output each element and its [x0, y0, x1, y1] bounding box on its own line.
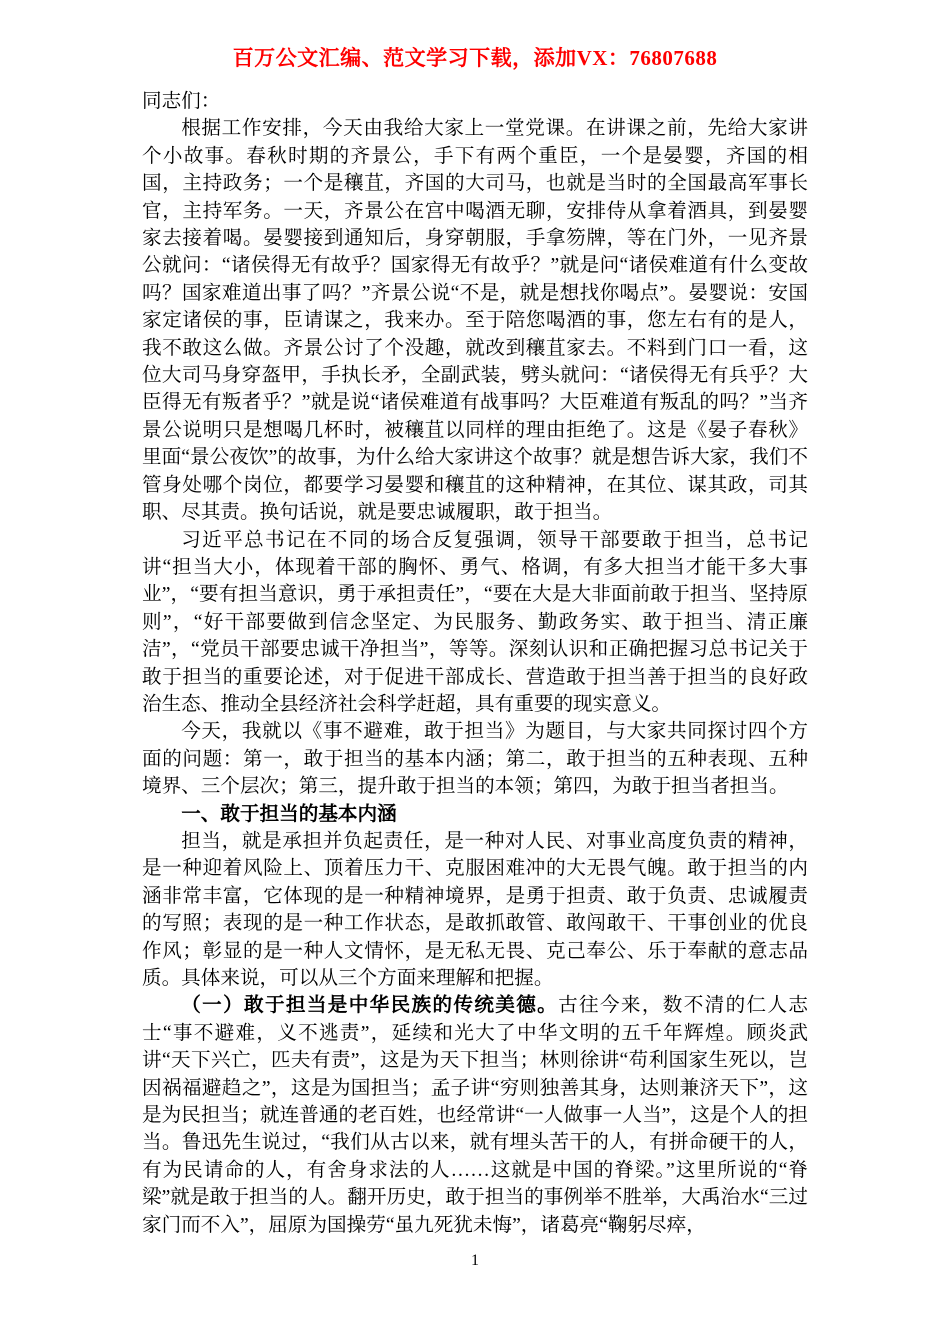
section-heading-1: 一、敢于担当的基本内涵	[181, 803, 397, 825]
paragraph-tradition-lead: （一）敢于担当是中华民族的传统美德。	[181, 995, 559, 1017]
paragraph-topic: 今天，我就以《事不避难，敢于担当》为题目，与大家共同探讨四个方面的问题：第一，敢于担当的基本内涵；第二，敢于担当的五种表现、五种境界、三个层次；第三，提升敢于担当的本领；第四，为敢于担当者担当。	[142, 721, 808, 798]
document-body	[142, 88, 808, 1239]
paragraph-quotes: 习近平总书记在不同的场合反复强调，领导干部要敢于担当，总书记讲“担当大小，体现着干部的胸怀、勇气、格调，有多大担当才能干多大事业”，“要有担当意识，勇于承担责任”，“要在大是大非面前敢于担当、坚持原则”，“好干部要做到信念坚定、为民服务、勤政务实、敢于担当、清正廉洁”，“党员干部要忠诚干净担当”，等等。深刻认识和正确把握习总书记关于敢于担当的重要论述，对于促进干部成长、营造敢于担当善于担当的良好政治生态、推动全县经济社会科学赶超，具有重要的现实意义。	[142, 529, 808, 715]
page-number: 1	[471, 1252, 479, 1269]
paragraph-tradition	[142, 992, 808, 1239]
paragraph-definition: 担当，就是承担并负起责任，是一种对人民、对事业高度负责的精神，是一种迎着风险上、顶着压力干、克服困难冲的大无畏气魄。敢于担当的内涵非常丰富，它体现的是一种精神境界，是勇于担责、敢于负责、忠诚履责的写照；表现的是一种工作状态，是敢抓敢管、敢闯敢干、干事创业的优良作风；彰显的是一种人文情怀，是无私无畏、克己奉公、乐于奉献的意志品质。具体来说，可以从三个方面来理解和把握。	[142, 830, 808, 989]
paragraph-story: 根据工作安排，今天由我给大家上一堂党课。在讲课之前，先给大家讲个小故事。春秋时期的齐景公，手下有两个重臣，一个是晏婴，齐国的相国，主持政务；一个是穰苴，齐国的大司马，也就是当时的全国最高军事长官，主持军务。一天，齐景公在宫中喝酒无聊，安排侍从拿着酒具，到晏婴家去接着喝。晏婴接到通知后，身穿朝服，手拿笏牌，等在门外，一见齐景公就问：“诸侯得无有故乎？国家得无有故乎？”就是问“诸侯难道有什么变故吗？国家难道出事了吗？”齐景公说“不是，就是想找你喝点”。晏婴说：安国家定诸侯的事，臣请谋之，我来办。至于陪您喝酒的事，您左右有的是人，我不敢这么做。齐景公讨了个没趣，就改到穰苴家去。不料到门口一看，这位大司马身穿盔甲，手执长矛，全副武装，劈头就问：“诸侯得无有兵乎？大臣得无有叛者乎？”就是说“诸侯难道有战事吗？大臣难道有叛乱的吗？”当齐景公说明只是想喝几杯时，被穰苴以同样的理由拒绝了。这是《晏子春秋》里面“景公夜饮”的故事，为什么给大家讲这个故事？就是想告诉大家，我们不管身处哪个岗位，都要学习晏婴和穰苴的这种精神，在其位、谋其政，司其职、尽其责。换句话说，就是要忠诚履职，敢于担当。	[142, 118, 808, 524]
paragraph-tradition-body: 古往今来，数不清的仁人志士“事不避难，义不逃责”，延续和光大了中华文明的五千年辉煌。顾炎武讲“天下兴亡，匹夫有责”，这是为天下担当；林则徐讲“苟利国家生死以，岂因祸福避趋之”，这是为国担当；孟子讲“穷则独善其身，达则兼济天下”，这是为民担当；就连普通的老百姓，也经常讲“一人做事一人当”，这是个人的担当。鲁迅先生说过，“我们从古以来，就有埋头苦干的人，有拼命硬干的人，有为民请命的人，有舍身求法的人……这就是中国的脊梁。”这里所说的“脊梁”就是敢于担当的人。翻开历史，敢于担当的事例举不胜举，大禹治水“三过家门而不入”，屈原为国操劳“虽九死犹未悔”，诸葛亮“鞠躬尽瘁，	[142, 995, 809, 1236]
salutation: 同志们：	[142, 91, 221, 112]
watermark-notice: 百万公文汇编、范文学习下载，添加VX：76807688	[232, 46, 718, 70]
